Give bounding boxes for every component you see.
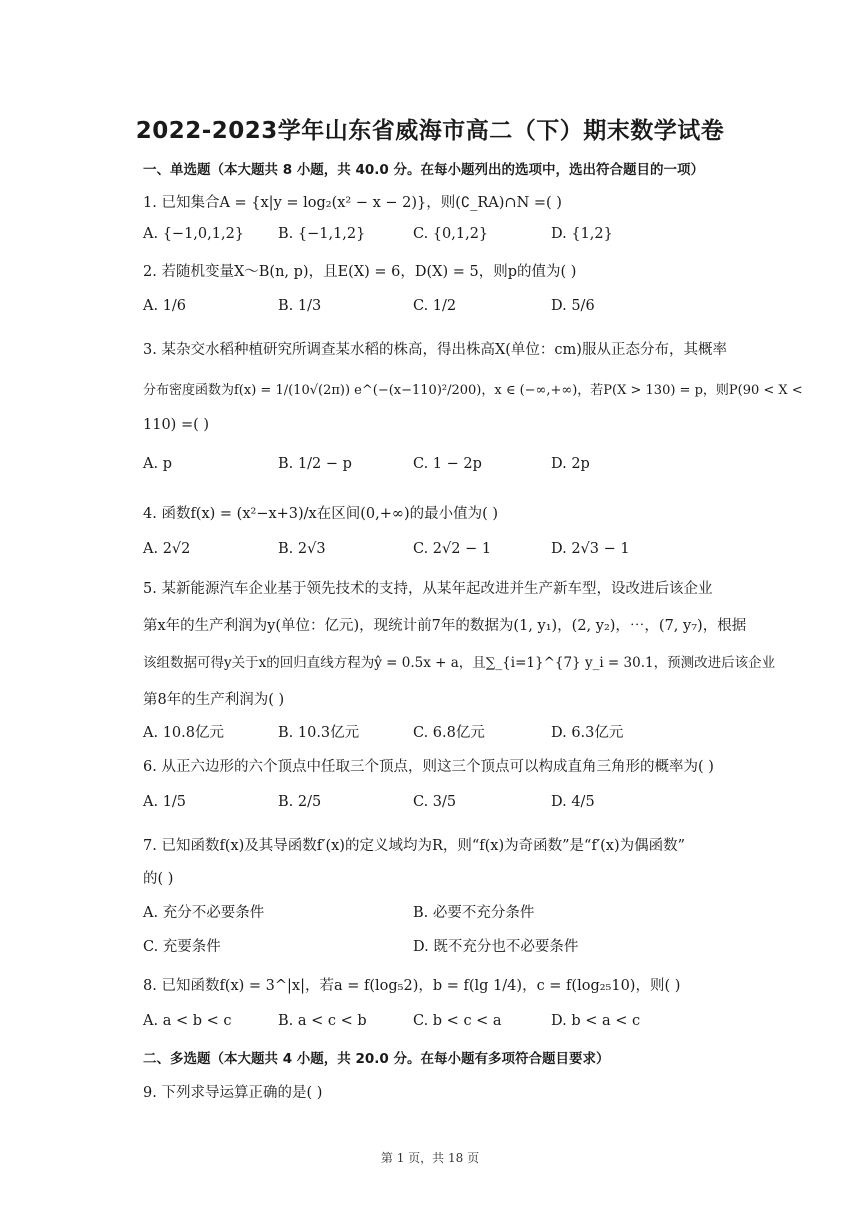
question-3-option-c: C. 1 − 2p (413, 456, 482, 472)
question-4-option-b: B. 2√3 (278, 541, 326, 557)
question-7-stem-line-2: 的( ) (143, 871, 174, 887)
question-5-option-c: C. 6.8亿元 (413, 725, 485, 741)
section-heading-multiple-choice: 二、多选题（本大题共 4 小题，共 20.0 分。在每小题有多项符合题目要求） (143, 1051, 610, 1067)
question-1-option-a: A. {−1,0,1,2} (143, 226, 245, 242)
question-6-stem: 6. 从正六边形的六个顶点中任取三个顶点，则这三个顶点可以构成直角三角形的概率为( ) (143, 759, 714, 775)
question-6-option-b: B. 2/5 (278, 794, 322, 810)
question-5-stem-line-1: 5. 某新能源汽车企业基于领先技术的支持，从某年起改进并生产新车型，设改进后该企业 (143, 581, 713, 597)
question-2-option-a: A. 1/6 (143, 298, 187, 314)
page-footer: 第 1 页，共 18 页 (380, 1151, 480, 1165)
question-7-option-a: A. 充分不必要条件 (143, 905, 265, 921)
question-1-option-b: B. {−1,1,2} (278, 226, 366, 242)
question-4-option-d: D. 2√3 − 1 (551, 541, 630, 557)
question-6-option-c: C. 3/5 (413, 794, 457, 810)
question-3-option-b: B. 1/2 − p (278, 456, 352, 472)
question-2-option-b: B. 1/3 (278, 298, 322, 314)
question-6-option-d: D. 4/5 (551, 794, 595, 810)
question-3-stem-line-3: 110) =( ) (143, 417, 210, 433)
question-9-stem: 9. 下列求导运算正确的是( ) (143, 1085, 323, 1101)
question-2-stem: 2. 若随机变量X～B(n, p)，且E(X) = 6，D(X) = 5，则p的值为( ) (143, 264, 577, 280)
question-8-option-a: A. a < b < c (143, 1013, 232, 1029)
question-4-option-a: A. 2√2 (143, 541, 191, 557)
question-5-option-d: D. 6.3亿元 (551, 725, 624, 741)
question-1-option-c: C. {0,1,2} (413, 226, 489, 242)
question-8-stem: 8. 已知函数f(x) = 3^|x|，若a = f(log₅2)，b = f(lg 1/4)，c = f(log₂₅10)，则( ) (143, 978, 681, 994)
question-5-stem-line-4: 第8年的生产利润为( ) (143, 692, 285, 708)
question-1-option-d: D. {1,2} (551, 226, 613, 242)
question-5-option-a: A. 10.8亿元 (143, 725, 224, 741)
question-8-option-c: C. b < c < a (413, 1013, 502, 1029)
question-8-option-b: B. a < c < b (278, 1013, 367, 1029)
question-2-option-c: C. 1/2 (413, 298, 457, 314)
question-3-stem-line-1: 3. 某杂交水稻种植研究所调查某水稻的株高，得出株高X(单位：cm)服从正态分布，其概率 (143, 342, 727, 358)
question-5-stem-line-3: 该组数据可得y关于x的回归直线方程为ŷ = 0.5x + a，且∑_{i=1}^{7} y_i = 30.1，预测改进后该企业 (143, 655, 776, 671)
question-7-option-d: D. 既不充分也不必要条件 (413, 939, 579, 955)
question-1-stem: 1. 已知集合A = {x|y = log₂(x² − x − 2)}，则(∁_RA)∩N =( ) (143, 195, 562, 211)
question-6-option-a: A. 1/5 (143, 794, 187, 810)
question-3-option-d: D. 2p (551, 456, 590, 472)
question-3-stem-line-2: 分布密度函数为f(x) = 1/(10√(2π)) e^(−(x−110)²/200)，x ∈ (−∞,+∞)，若P(X > 130) = p，则P(90 < X < (143, 383, 803, 398)
page-title: 2022-2023学年山东省威海市高二（下）期末数学试卷 (135, 118, 725, 144)
question-4-option-c: C. 2√2 − 1 (413, 541, 492, 557)
question-8-option-d: D. b < a < c (551, 1013, 641, 1029)
question-7-option-b: B. 必要不充分条件 (413, 905, 535, 921)
question-5-option-b: B. 10.3亿元 (278, 725, 360, 741)
question-3-option-a: A. p (143, 456, 172, 472)
question-4-stem: 4. 函数f(x) = (x²−x+3)/x在区间(0,+∞)的最小值为( ) (143, 506, 499, 522)
question-2-option-d: D. 5/6 (551, 298, 595, 314)
question-5-stem-line-2: 第x年的生产利润为y(单位：亿元)，现统计前7年的数据为(1, y₁)，(2, y₂)，⋯，(7, y₇)，根据 (143, 618, 747, 634)
question-7-option-c: C. 充要条件 (143, 939, 221, 955)
question-7-stem-line-1: 7. 已知函数f(x)及其导函数f′(x)的定义域均为R，则“f(x)为奇函数”是“f′(x)为偶函数” (143, 838, 686, 854)
section-heading-single-choice: 一、单选题（本大题共 8 小题，共 40.0 分。在每小题列出的选项中，选出符合题目的一项） (143, 162, 705, 178)
